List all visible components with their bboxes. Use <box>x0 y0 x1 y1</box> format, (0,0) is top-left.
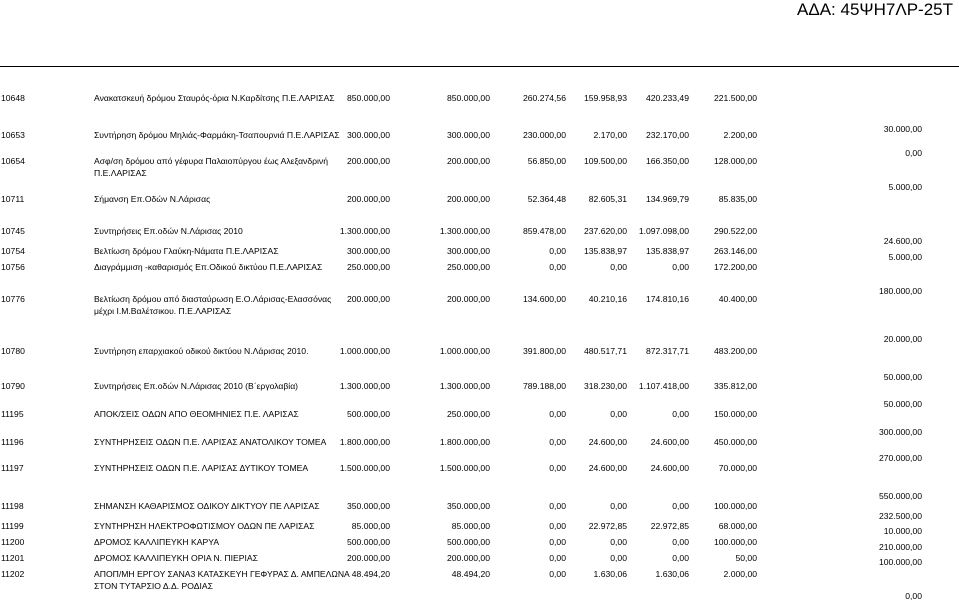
right-amount: 30.000,00 <box>883 124 922 134</box>
top-separator-line <box>0 66 959 67</box>
row-amount-v4: 0,00 <box>610 409 627 419</box>
right-amount: 10.000,00 <box>883 526 922 536</box>
row-amount-v6: 50,00 <box>735 553 757 563</box>
row-amount-v3: 0,00 <box>549 246 566 256</box>
row-code: 11199 <box>1 521 24 531</box>
row-code: 11200 <box>1 537 25 547</box>
row-description: Σήμανση Επ.Οδών Ν.Λάρισας <box>94 194 211 204</box>
row-amount-v1: 300.000,00 <box>346 130 390 140</box>
row-description: ΑΠΟΠ/ΜΗ ΕΡΓΟΥ ΣΑΝΑ3 ΚΑΤΑΣΚΕΥΗ ΓΕΦΥΡΑΣ Δ. ΑΜΠΕΛΩΝΑ <box>94 569 350 579</box>
row-amount-v3: 0,00 <box>549 569 566 579</box>
row-amount-v6: 128.000,00 <box>713 156 757 166</box>
row-amount-v5: 0,00 <box>672 537 689 547</box>
row-amount-v1: 1.800.000,00 <box>339 437 390 447</box>
row-description: Π.Ε.ΛΑΡΙΣΑΣ <box>94 168 147 178</box>
row-amount-v4: 24.600,00 <box>588 437 627 447</box>
right-amount: 0,00 <box>905 148 922 158</box>
row-description: Συντηρήσεις Επ.οδών Ν.Λάρισας 2010 (Β΄εργολαβία) <box>94 381 299 391</box>
row-amount-v6: 70.000,00 <box>718 463 757 473</box>
row-amount-v4: 480.517,71 <box>583 346 627 356</box>
row-amount-v6: 150.000,00 <box>713 409 757 419</box>
row-amount-v2: 200.000,00 <box>446 553 490 563</box>
row-amount-v4: 135.838,97 <box>583 246 627 256</box>
row-description: μέχρι Ι.Μ.Βαλέτσικου. Π.Ε.ΛΑΡΙΣΑΣ <box>94 306 232 316</box>
row-description: Διαγράμμιση -καθαρισμός Επ.Οδικού δικτύου Π.Ε.ΛΑΡΙΣΑΣ <box>94 262 323 272</box>
row-description: Συντήρηση δρόμου Μηλιάς-Φαρμάκη-Τσαπουρνιά Π.Ε.ΛΑΡΙΣΑΣ <box>94 130 340 140</box>
row-amount-v5: 1.097.098,00 <box>638 226 689 236</box>
row-amount-v3: 789.188,00 <box>522 381 566 391</box>
row-description: ΣΥΝΤΗΡΗΣΕΙΣ ΟΔΩΝ Π.Ε. ΛΑΡΙΣΑΣ ΑΝΑΤΟΛΙΚΟΥ ΤΟΜΕΑ <box>94 437 327 447</box>
right-amount: 24.600,00 <box>883 236 922 246</box>
row-amount-v5: 24.600,00 <box>650 463 689 473</box>
right-amount: 232.500,00 <box>878 511 922 521</box>
row-amount-v5: 24.600,00 <box>650 437 689 447</box>
row-amount-v4: 0,00 <box>610 501 627 511</box>
row-amount-v3: 0,00 <box>549 521 566 531</box>
row-description: Βελτίωση δρόμου από διασταύρωση Ε.Ο.Λάρισας-Ελασσόνας <box>94 294 332 304</box>
row-amount-v5: 135.838,97 <box>645 246 689 256</box>
row-amount-v5: 22.972,85 <box>650 521 689 531</box>
row-amount-v6: 172.200,00 <box>713 262 757 272</box>
row-amount-v1: 350.000,00 <box>346 501 390 511</box>
row-amount-v6: 2.200,00 <box>723 130 757 140</box>
row-amount-v3: 56.850,00 <box>527 156 566 166</box>
row-code: 10654 <box>1 156 25 166</box>
row-amount-v4: 1.630,06 <box>593 569 627 579</box>
row-amount-v6: 221.500,00 <box>713 93 757 103</box>
row-description: ΑΠΟΚ/ΣΕΙΣ ΟΔΩΝ ΑΠΟ ΘΕΟΜΗΝΙΕΣ Π.Ε. ΛΑΡΙΣΑΣ <box>94 409 299 419</box>
row-amount-v4: 24.600,00 <box>588 463 627 473</box>
row-amount-v1: 850.000,00 <box>346 93 390 103</box>
row-code: 10790 <box>1 381 25 391</box>
row-amount-v2: 1.000.000,00 <box>439 346 490 356</box>
row-amount-v1: 200.000,00 <box>346 553 390 563</box>
row-code: 10754 <box>1 246 25 256</box>
row-amount-v2: 200.000,00 <box>446 294 490 304</box>
row-amount-v4: 40.210,16 <box>588 294 627 304</box>
row-amount-v1: 250.000,00 <box>346 262 390 272</box>
right-amount: 0,00 <box>905 591 922 601</box>
row-amount-v4: 2.170,00 <box>593 130 627 140</box>
row-amount-v6: 290.522,00 <box>713 226 757 236</box>
row-amount-v5: 1.630,06 <box>655 569 689 579</box>
row-amount-v2: 85.000,00 <box>451 521 490 531</box>
row-code: 10776 <box>1 294 25 304</box>
right-amount: 210.000,00 <box>878 542 922 552</box>
row-amount-v4: 159.958,93 <box>583 93 627 103</box>
row-description: ΣΥΝΤΗΡΗΣΕΙΣ ΟΔΩΝ Π.Ε. ΛΑΡΙΣΑΣ ΔΥΤΙΚΟΥ ΤΟΜΕΑ <box>94 463 309 473</box>
row-amount-v1: 500.000,00 <box>346 537 390 547</box>
row-code: 10653 <box>1 130 25 140</box>
row-amount-v2: 250.000,00 <box>446 409 490 419</box>
row-description: Βελτίωση δρόμου Γλαύκη-Νάματα Π.Ε.ΛΑΡΙΣΑΣ <box>94 246 279 256</box>
row-amount-v5: 0,00 <box>672 409 689 419</box>
row-description: Συντηρήσεις Επ.οδών Ν.Λάρισας 2010 <box>94 226 243 236</box>
row-amount-v2: 200.000,00 <box>446 156 490 166</box>
row-amount-v1: 48.494,20 <box>351 569 390 579</box>
row-description: ΣΗΜΑΝΣΗ ΚΑΘΑΡΙΣΜΟΣ ΟΔΙΚΟΥ ΔΙΚΤΥΟΥ ΠΕ ΛΑΡΙΣΑΣ <box>94 501 320 511</box>
row-amount-v3: 0,00 <box>549 537 566 547</box>
row-amount-v1: 200.000,00 <box>346 194 390 204</box>
row-amount-v4: 0,00 <box>610 537 627 547</box>
row-code: 10745 <box>1 226 25 236</box>
row-amount-v3: 0,00 <box>549 409 566 419</box>
row-amount-v3: 0,00 <box>549 553 566 563</box>
row-amount-v1: 300.000,00 <box>346 246 390 256</box>
row-description: Συντήρηση επαρχιακού οδικού δικτύου Ν.Λάρισας 2010. <box>94 346 309 356</box>
row-amount-v2: 850.000,00 <box>446 93 490 103</box>
row-description: ΣΥΝΤΗΡΗΣΗ ΗΛΕΚΤΡΟΦΩΤΙΣΜΟΥ ΟΔΩΝ ΠΕ ΛΑΡΙΣΑΣ <box>94 521 315 531</box>
row-amount-v4: 22.972,85 <box>588 521 627 531</box>
row-amount-v5: 0,00 <box>672 501 689 511</box>
row-amount-v6: 40.400,00 <box>718 294 757 304</box>
row-amount-v6: 335.812,00 <box>713 381 757 391</box>
row-amount-v2: 1.800.000,00 <box>439 437 490 447</box>
row-amount-v2: 1.300.000,00 <box>439 226 490 236</box>
row-code: 11202 <box>1 569 25 579</box>
row-amount-v6: 450.000,00 <box>713 437 757 447</box>
row-description: ΔΡΟΜΟΣ ΚΑΛΛΙΠΕΥΚΗ ΟΡΙΑ Ν. ΠΙΕΡΙΑΣ <box>94 553 258 563</box>
row-amount-v5: 232.170,00 <box>645 130 689 140</box>
row-amount-v4: 109.500,00 <box>583 156 627 166</box>
row-amount-v6: 483.200,00 <box>713 346 757 356</box>
row-amount-v1: 1.500.000,00 <box>339 463 390 473</box>
row-amount-v6: 100.000,00 <box>713 537 757 547</box>
row-amount-v2: 350.000,00 <box>446 501 490 511</box>
row-description: Ανακατσκευή δρόμου Σταυρός-όρια Ν.Καρδίτσης Π.Ε.ΛΑΡΙΣΑΣ <box>94 93 335 103</box>
row-description: ΔΡΟΜΟΣ ΚΑΛΛΙΠΕΥΚΗ ΚΑΡΥΑ <box>94 537 220 547</box>
ada-code: ΑΔΑ: 45ΨΗ7ΛΡ-25Τ <box>797 0 953 19</box>
row-amount-v6: 2.000,00 <box>723 569 757 579</box>
ada-header-band <box>0 0 959 20</box>
row-code: 11198 <box>1 501 24 511</box>
row-amount-v3: 859.478,00 <box>522 226 566 236</box>
row-amount-v4: 0,00 <box>610 262 627 272</box>
right-amount: 20.000,00 <box>883 334 922 344</box>
row-amount-v4: 237.620,00 <box>583 226 627 236</box>
row-amount-v3: 260.274,56 <box>522 93 566 103</box>
row-amount-v2: 500.000,00 <box>446 537 490 547</box>
row-amount-v2: 1.500.000,00 <box>439 463 490 473</box>
row-amount-v6: 85.835,00 <box>718 194 757 204</box>
row-amount-v4: 0,00 <box>610 553 627 563</box>
row-amount-v6: 100.000,00 <box>713 501 757 511</box>
right-amount: 100.000,00 <box>878 557 922 567</box>
row-amount-v3: 134.600,00 <box>522 294 566 304</box>
row-amount-v1: 200.000,00 <box>346 156 390 166</box>
row-amount-v5: 166.350,00 <box>645 156 689 166</box>
row-amount-v1: 1.300.000,00 <box>339 226 390 236</box>
row-code: 11196 <box>1 437 24 447</box>
row-amount-v4: 82.605,31 <box>588 194 627 204</box>
row-amount-v2: 250.000,00 <box>446 262 490 272</box>
right-amount: 50.000,00 <box>883 372 922 382</box>
row-amount-v2: 1.300.000,00 <box>439 381 490 391</box>
row-code: 11195 <box>1 409 24 419</box>
right-amount: 300.000,00 <box>878 427 922 437</box>
row-amount-v3: 0,00 <box>549 262 566 272</box>
row-amount-v1: 1.300.000,00 <box>339 381 390 391</box>
row-code: 11201 <box>1 553 25 563</box>
row-amount-v3: 391.800,00 <box>522 346 566 356</box>
row-code: 10756 <box>1 262 25 272</box>
row-amount-v5: 174.810,16 <box>645 294 689 304</box>
right-amount: 5.000,00 <box>888 252 922 262</box>
row-amount-v5: 0,00 <box>672 553 689 563</box>
row-amount-v4: 318.230,00 <box>583 381 627 391</box>
row-amount-v2: 48.494,20 <box>451 569 490 579</box>
row-amount-v6: 263.146,00 <box>713 246 757 256</box>
row-code: 10648 <box>1 93 25 103</box>
row-code: 10711 <box>1 194 25 204</box>
row-amount-v1: 85.000,00 <box>351 521 390 531</box>
row-amount-v5: 1.107.418,00 <box>638 381 689 391</box>
row-amount-v3: 230.000,00 <box>522 130 566 140</box>
right-amount: 5.000,00 <box>888 182 922 192</box>
row-code: 10780 <box>1 346 25 356</box>
row-amount-v1: 200.000,00 <box>346 294 390 304</box>
right-amount: 180.000,00 <box>878 286 922 296</box>
row-amount-v6: 68.000,00 <box>718 521 757 531</box>
row-amount-v5: 134.969,79 <box>645 194 689 204</box>
row-amount-v2: 300.000,00 <box>446 246 490 256</box>
row-amount-v3: 0,00 <box>549 437 566 447</box>
row-amount-v3: 0,00 <box>549 501 566 511</box>
row-amount-v1: 1.000.000,00 <box>339 346 390 356</box>
row-amount-v3: 0,00 <box>549 463 566 473</box>
row-amount-v1: 500.000,00 <box>346 409 390 419</box>
row-code: 11197 <box>1 463 24 473</box>
row-description: Ασφ/ση δρόμου από γέφυρα Παλαιοπύργου έως Αλεξανδρινή <box>94 156 328 166</box>
right-amount: 50.000,00 <box>883 399 922 409</box>
right-amount: 270.000,00 <box>878 453 922 463</box>
row-description: ΣΤΟΝ ΤΥΤΑΡΣΙΟ Δ.Δ. ΡΟΔΙΑΣ <box>94 581 213 591</box>
row-amount-v3: 52.364,48 <box>527 194 566 204</box>
right-amount: 550.000,00 <box>878 491 922 501</box>
row-amount-v2: 200.000,00 <box>446 194 490 204</box>
row-amount-v5: 0,00 <box>672 262 689 272</box>
row-amount-v5: 872.317,71 <box>645 346 689 356</box>
row-amount-v2: 300.000,00 <box>446 130 490 140</box>
row-amount-v5: 420.233,49 <box>645 93 689 103</box>
